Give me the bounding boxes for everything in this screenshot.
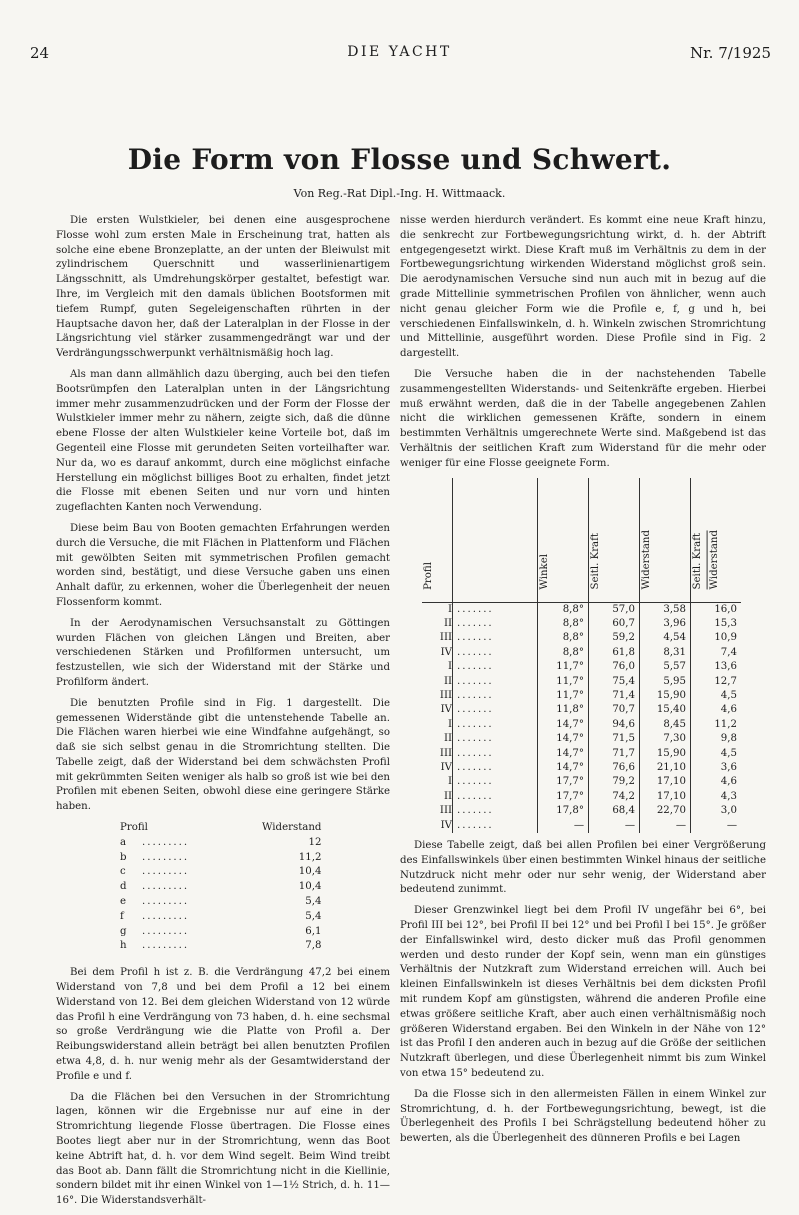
ratio-value: 12,7	[714, 675, 737, 687]
resistance-value: 12	[308, 836, 322, 848]
lateral-force-value: 76,0	[589, 660, 640, 674]
lateral-force-value: 68,4	[589, 804, 640, 818]
leader-dots: .......	[453, 602, 538, 617]
force-table	[422, 478, 741, 834]
table-row	[422, 761, 741, 775]
profile-numeral: I	[422, 718, 453, 732]
table-head-ratio	[691, 530, 723, 589]
leader-dots: .......	[453, 617, 538, 631]
table-head-widerstand: Widerstand	[262, 822, 322, 834]
table-row	[422, 602, 741, 617]
paragraph: Die ersten Wulstkieler, bei denen eine ausgesprochene Flosse wohl zum ersten Male in Erscheinung trat, hatten als solche eine ebene Bronzeplatte, an der unten der Bleiwulst mit zylindrischem Querschnitt und wasserlinienartigem Längsschnitt, als Umdrehungskörper gestaltet, befestigt war. Ihre, im Vergleich mit den damals üblichen Bootsformen mit tiefem Rumpf, guten Segeleigenschaften rührten in der Hauptsache davon her, daß der Lateralplan in der Flosse in der Längsrichtung viel stärker zusammengedrängt war und der Verdrängungsschwerpunkt verhältnismäßig hoch lag.	[56, 215, 390, 360]
profile-letter: a	[120, 836, 127, 848]
issue-number: Nr. 7/1925	[690, 44, 771, 62]
profile-numeral: II	[422, 617, 453, 631]
lateral-force-value: 61,8	[589, 646, 640, 660]
lateral-force-value: 60,7	[589, 617, 640, 631]
table-row	[422, 790, 741, 804]
ratio-value: 7,4	[720, 646, 737, 658]
resistance-value: 7,8	[305, 940, 322, 952]
profile-letter: e	[120, 896, 127, 908]
profile-numeral: II	[422, 790, 453, 804]
paragraph: Da die Flächen bei den Versuchen in der Stromrichtung lagen, können wir die Ergebnisse nur auf eine in der Stromrichtung liegende Flosse übertragen. Die Flosse eines Bootes liegt aber nur in der Stromrichtung, wenn das Boot keine Abtrift hat, d. h. vor dem Wind segelt. Beim Wind treibt das Boot ab. Dann fällt die Stromrichtung nicht in die Kiellinie, sondern bildet mit ihr einen Winkel von 1—1½ Strich, d. h. 11—16°. Die Widerstandsverhält-	[56, 1091, 390, 1207]
resistance-value: 6,1	[305, 925, 322, 937]
resistance-value: 17,10	[640, 790, 691, 804]
angle-value: 17,7°	[538, 790, 589, 804]
angle-value: 17,7°	[538, 775, 589, 789]
lateral-force-value: 71,5	[589, 732, 640, 746]
leader-dots: .......	[453, 819, 538, 833]
leader-dots: .......	[453, 732, 538, 746]
angle-value: 11,7°	[538, 675, 589, 689]
table-row	[422, 747, 741, 761]
profile-letter: h	[120, 940, 127, 952]
angle-value: 8,8°	[538, 631, 589, 645]
profile-numeral: III	[422, 747, 453, 761]
profile-numeral: III	[422, 804, 453, 818]
profile-letter: g	[120, 925, 127, 937]
table-row	[422, 775, 741, 789]
resistance-value: 17,10	[640, 775, 691, 789]
ratio-value: 4,6	[720, 776, 737, 788]
paragraph: nisse werden hierdurch verändert. Es kommt eine neue Kraft hinzu, die senkrecht zur Fortbewegungsrichtung wirkt, d. h. der Abtrift entgegengesetzt wirkt. Diese Kraft muß im Verhältnis zu dem in der Fortbewegungsrichtung wirkenden Widerstand möglichst groß sein. Die aerodynamischen Versuche sind nun auch mit in bezug auf die grade Mittellinie symmetrischen Profilen von ähnlicher, wenn auch nicht genau gleicher Form wie die Profile e, f, g und h, bei verschiedenen Einfallswinkeln, d. h. Winkeln zwischen Stromrichtung und Mittellinie, ausgeführt worden. Diese Profile sind in Fig. 2 dargestellt.	[400, 215, 766, 360]
left-column	[56, 214, 390, 1215]
lateral-force-value: 70,7	[589, 703, 640, 717]
resistance-value: 21,10	[640, 761, 691, 775]
profile-numeral: III	[422, 631, 453, 645]
lateral-force-value: 71,7	[589, 747, 640, 761]
table-head-widerstand: Widerstand	[641, 530, 652, 590]
resistance-value: 5,57	[640, 660, 691, 674]
leader-dots: .........	[142, 896, 190, 908]
ratio-value: 4,3	[720, 790, 737, 802]
profile-numeral: IV	[422, 761, 453, 775]
table-row	[422, 617, 741, 631]
profile-resistance-table	[120, 821, 321, 954]
paragraph: Die benutzten Profile sind in Fig. 1 dargestellt. Die gemessenen Widerstände gibt die untenstehende Tabelle an. Die Flächen waren hierbei wie eine Windfahne aufgehängt, so daß sie sich selbst genau in die Stromrichtung stellten. Die Tabelle zeigt, daß der Widerstand bei dem schwächsten Profil mit gekrümmten Seiten weniger als halb so groß ist wie bei den Profilen mit ebenen Seiten, obwohl diese eine geringere Stärke haben.	[56, 697, 390, 813]
lateral-force-value: 76,6	[589, 761, 640, 775]
angle-value: 14,7°	[538, 761, 589, 775]
leader-dots: .........	[142, 851, 190, 863]
profile-numeral: I	[422, 775, 453, 789]
angle-value: 14,7°	[538, 732, 589, 746]
resistance-value: —	[640, 819, 691, 833]
table-head-seitl-kraft: Seitl. Kraft	[590, 533, 601, 590]
table-row	[120, 925, 321, 940]
resistance-value: 5,4	[305, 896, 322, 908]
leader-dots: .......	[453, 718, 538, 732]
resistance-value: 10,4	[298, 881, 322, 893]
paragraph: Als man dann allmählich dazu überging, auch bei den tiefen Bootsrümpfen den Lateralplan unten in der Längsrichtung immer mehr zusammenzudrücken und der Form der Flosse der Wulstkieler immer mehr zu nähern, zeigte sich, daß die dünne ebene Flosse der alten Wulstkieler keine Vorteile bot, daß im Gegenteil eine Flosse mit gerundeten Seiten vorteilhafter war. Nur da, wo es darauf ankommt, durch eine möglichst einfache Herstellung ein möglichst billiges Boot zu erhalten, findet jetzt die Flosse mit ebenen Seiten und nur vorn und hinten zugeflachten Kanten noch Verwendung.	[56, 368, 390, 514]
leader-dots: .......	[453, 646, 538, 660]
table-row	[422, 646, 741, 660]
profile-numeral: II	[422, 675, 453, 689]
angle-value: 14,7°	[538, 747, 589, 761]
ratio-value: —	[726, 819, 737, 831]
magazine-name: DIE YACHT	[347, 44, 452, 60]
leader-dots: .......	[453, 747, 538, 761]
leader-dots: .........	[142, 881, 190, 893]
table-head-profil: Profil	[423, 561, 434, 590]
leader-dots: .......	[453, 660, 538, 674]
leader-dots: .......	[453, 775, 538, 789]
resistance-value: 15,40	[640, 703, 691, 717]
lateral-force-value: 94,6	[589, 718, 640, 732]
profile-numeral: I	[422, 602, 453, 617]
right-column	[400, 214, 766, 1153]
ratio-numerator: Seitl. Kraft	[691, 530, 708, 589]
leader-dots: .......	[453, 761, 538, 775]
angle-value: 17,8°	[538, 804, 589, 818]
angle-value: 8,8°	[538, 617, 589, 631]
article-title: Die Form von Flosse und Schwert.	[127, 143, 672, 176]
leader-dots: .......	[453, 689, 538, 703]
table-row	[120, 939, 321, 954]
profile-letter: c	[120, 866, 126, 878]
leader-dots: .......	[453, 804, 538, 818]
leader-dots: .......	[453, 790, 538, 804]
lateral-force-value: —	[589, 819, 640, 833]
lateral-force-value: 74,2	[589, 790, 640, 804]
ratio-value: 15,3	[714, 617, 737, 629]
table-row	[422, 660, 741, 674]
table-row	[120, 865, 321, 880]
profile-numeral: IV	[422, 646, 453, 660]
resistance-value: 15,90	[640, 689, 691, 703]
resistance-value: 15,90	[640, 747, 691, 761]
table-row	[422, 732, 741, 746]
leader-dots: .........	[142, 836, 190, 848]
paragraph: Die Versuche haben die in der nachstehenden Tabelle zusammengestellten Widerstands- und Seitenkräfte ergeben. Hierbei muß erwähnt werden, daß die in der Tabelle angegebenen Zahlen nicht die wirklichen gemessenen Kräfte, sondern in einem bestimmten Verhältnis umgerechnete Werte sind. Maßgebend ist das Verhältnis der seitlichen Kraft zum Widerstand für die mehr oder weniger für eine Flosse geeignete Form.	[400, 368, 766, 469]
paragraph: Diese beim Bau von Booten gemachten Erfahrungen werden durch die Versuche, die mit Flächen in Plattenform und Flächen mit gewölbten Seiten mit symmetrischen Profilen gemacht worden sind, bestätigt, und diese Versuche gaben uns einen Anhalt dafür, zu erkennen, woher die Überlegenheit der neuen Flossenform kommt.	[56, 522, 390, 608]
leader-dots: .........	[142, 940, 190, 952]
profile-numeral: III	[422, 689, 453, 703]
table-row	[422, 819, 741, 833]
ratio-value: 3,6	[720, 762, 737, 774]
profile-numeral: I	[422, 660, 453, 674]
table-row	[120, 880, 321, 895]
table-row	[120, 895, 321, 910]
paragraph: Bei dem Profil h ist z. B. die Verdrängung 47,2 bei einem Widerstand von 7,8 und bei dem Profil a 12 bei einem Widerstand von 12. Bei dem gleichen Widerstand von 12 würde das Profil h eine Verdrängung von 73 haben, d. h. eine sechsmal so große Verdrängung wie die Platte von Profil a. Der Reibungswiderstand allein beträgt bei allen benutzten Profilen etwa 4,8, d. h. nur wenig mehr als der Gesamtwiderstand der Profile e und f.	[56, 967, 390, 1082]
lateral-force-value: 75,4	[589, 675, 640, 689]
angle-value: 11,7°	[538, 660, 589, 674]
profile-letter: b	[120, 851, 127, 863]
resistance-value: 10,4	[298, 866, 322, 878]
table-row	[422, 631, 741, 645]
resistance-value: 8,31	[640, 646, 691, 660]
lateral-force-value: 57,0	[589, 602, 640, 617]
ratio-denominator: Widerstand	[708, 530, 720, 590]
page-number: 24	[30, 44, 50, 62]
resistance-value: 5,4	[305, 910, 322, 922]
paragraph: Diese Tabelle zeigt, daß bei allen Profilen bei einer Vergrößerung des Einfallswinkels über einen bestimmten Winkel hinaus der seitliche Nutzdruck nicht mehr oder nur sehr wenig, der Widerstand aber bedeutend zunimmt.	[400, 840, 766, 896]
ratio-value: 4,5	[720, 747, 737, 759]
leader-dots: .........	[142, 866, 190, 878]
table-row	[422, 689, 741, 703]
resistance-value: 8,45	[640, 718, 691, 732]
resistance-value: 11,2	[298, 851, 322, 863]
table-row	[422, 718, 741, 732]
leader-dots: .......	[453, 675, 538, 689]
resistance-value: 22,70	[640, 804, 691, 818]
table-row	[422, 703, 741, 717]
resistance-value: 5,95	[640, 675, 691, 689]
ratio-value: 9,8	[720, 733, 737, 745]
resistance-value: 7,30	[640, 732, 691, 746]
ratio-value: 4,5	[720, 689, 737, 701]
ratio-value: 11,2	[714, 718, 737, 730]
paragraph: Da die Flosse sich in den allermeisten Fällen in einem Winkel zur Stromrichtung, d. h. der Fortbewegungsrichtung, bewegt, ist die Überlegenheit des Profils I bei Schrägstellung bedeutend höher zu bewerten, als die Überlegenheit des dünneren Profils e bei Lagen	[400, 1088, 766, 1145]
profile-letter: f	[120, 910, 124, 922]
table-head-winkel: Winkel	[539, 554, 550, 590]
angle-value: 11,7°	[538, 689, 589, 703]
table-row	[120, 851, 321, 866]
lateral-force-value: 79,2	[589, 775, 640, 789]
ratio-value: 3,0	[720, 805, 737, 817]
table-row	[120, 836, 321, 851]
lateral-force-value: 59,2	[589, 631, 640, 645]
leader-dots: .........	[142, 925, 190, 937]
leader-dots: .......	[453, 631, 538, 645]
resistance-value: 3,58	[640, 602, 691, 617]
profile-letter: d	[120, 881, 127, 893]
angle-value: 8,8°	[538, 602, 589, 617]
profile-numeral: IV	[422, 703, 453, 717]
resistance-value: 4,54	[640, 631, 691, 645]
table-head-profil: Profil	[120, 822, 148, 834]
table-row	[422, 804, 741, 818]
paragraph: Dieser Grenzwinkel liegt bei dem Profil IV ungefähr bei 6°, bei Profil III bei 12°, bei Profil II bei 12° und bei Profil I bei 15°. Je größer der Einfallswinkel wird, desto dicker muß das Profil genommen werden und desto runder der Kopf sein, wenn man ein günstiges Verhältnis der Nutzkraft zum Widerstand erreichen will. Auch bei kleinen Einfallswinkeln ist dieses Verhältnis bei dem dicksten Profil mit rundem Kopf am günstigsten, während die anderen Profile eine etwas größere seitliche Kraft, aber auch einen verhältnismäßig noch größeren Widerstand ergaben. Bei den Winkeln in der Nähe von 12° ist das Profil I den anderen auch in bezug auf die Größe der seitlichen Nutzkraft überlegen, und diese Überlegenheit nimmt bis zum Winkel von etwa 15° bedeutend zu.	[400, 905, 766, 1079]
angle-value: 14,7°	[538, 718, 589, 732]
ratio-value: 4,6	[720, 704, 737, 716]
ratio-value: 13,6	[714, 661, 737, 673]
ratio-value: 10,9	[714, 632, 737, 644]
lateral-force-value: 71,4	[589, 689, 640, 703]
table-row	[120, 910, 321, 925]
paragraph: In der Aerodynamischen Versuchsanstalt zu Göttingen wurden Flächen von gleichen Längen und Breiten, aber verschiedenen Stärken und Profilformen untersucht, um festzustellen, wie sich der Widerstand mit der Stärke und Profilform ändert.	[56, 617, 390, 688]
angle-value: —	[538, 819, 589, 833]
leader-dots: .......	[453, 703, 538, 717]
leader-dots: .........	[142, 910, 190, 922]
ratio-value: 16,0	[714, 603, 737, 615]
angle-value: 8,8°	[538, 646, 589, 660]
resistance-value: 3,96	[640, 617, 691, 631]
profile-numeral: IV	[422, 819, 453, 833]
profile-numeral: II	[422, 732, 453, 746]
article-author: Von Reg.-Rat Dipl.-Ing. H. Wittmaack.	[293, 187, 506, 200]
table-row	[422, 675, 741, 689]
angle-value: 11,8°	[538, 703, 589, 717]
